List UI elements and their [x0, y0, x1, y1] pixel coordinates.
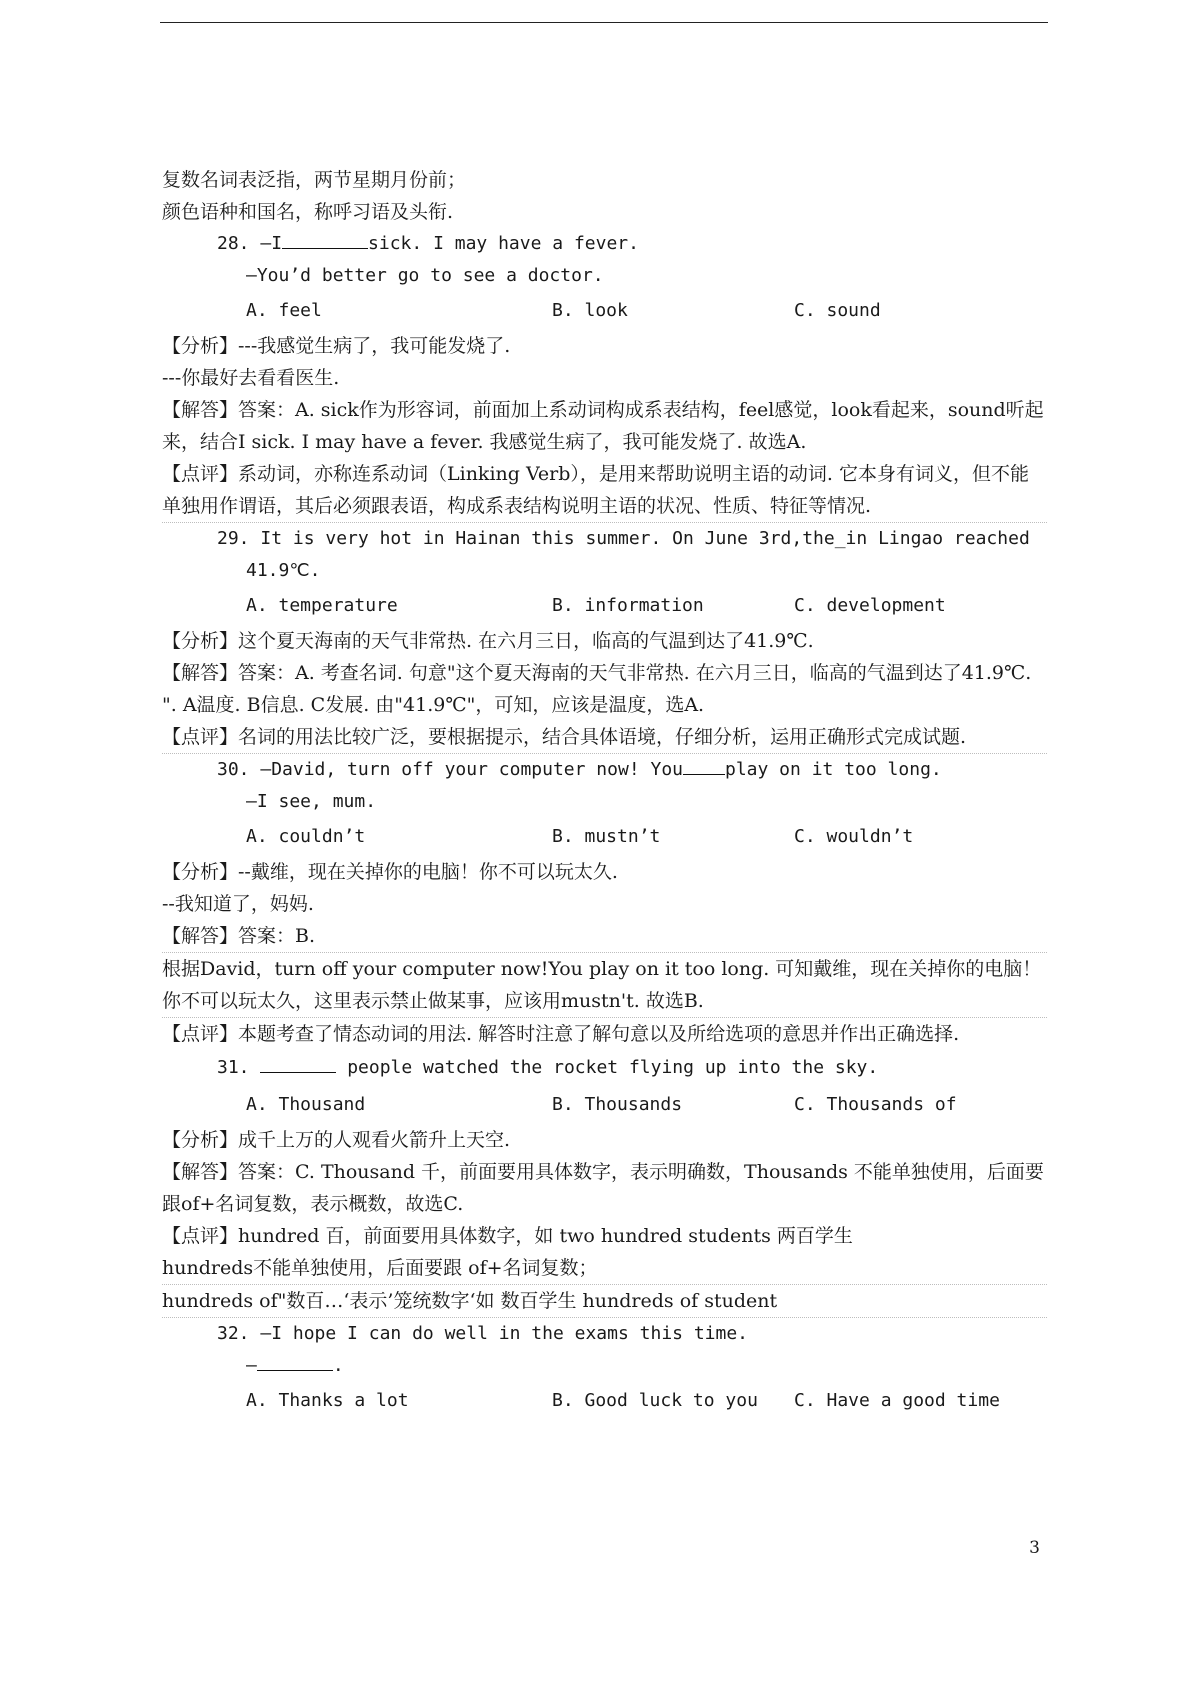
q30-answer: 根据David，turn off your computer now!You play on it too long. 可知戴维，现在关掉你的电脑！你不可以玩太久，这里表示禁止做某事，应该用mustn't. 故选B.	[162, 953, 1047, 1018]
answer-blank	[257, 1352, 333, 1371]
option-b: B. Good luck to you	[552, 1390, 758, 1411]
question-28-stem-2: —You’d better go to see a doctor.	[246, 265, 604, 286]
option-b: B. Thousands	[552, 1094, 683, 1115]
answer-blank	[260, 1054, 336, 1073]
intro-line: 颜色语种和国名，称呼习语及头衔.	[162, 201, 454, 223]
option-c: C. Have a good time	[794, 1390, 1000, 1411]
question-29-stem: 29. It is very hot in Hainan this summer. On June 3rd,the_in Lingao reached	[217, 528, 1030, 549]
q31-comment: 【点评】hundred 百，前面要用具体数字，如 two hundred students 两百学生	[162, 1225, 853, 1247]
question-30-stem: 30. —David, turn off your computer now! You play on it too long.	[162, 754, 1047, 786]
answer-blank	[683, 756, 725, 775]
q29-comment: 【点评】名词的用法比较广泛，要根据提示，结合具体语境，仔细分析，运用正确形式完成试题.	[162, 721, 1047, 754]
question-30-stem-2: —I see, mum.	[246, 791, 377, 812]
q31-analysis: 【分析】成千上万的人观看火箭升上天空.	[162, 1129, 511, 1151]
header-rule	[160, 22, 1048, 23]
question-number: 32.	[217, 1323, 250, 1344]
question-31-stem: 31. people watched the rocket flying up into the sky.	[162, 1050, 1047, 1086]
q30-analysis: --我知道了，妈妈.	[162, 893, 314, 915]
question-29-stem-2: 41.9℃.	[246, 560, 321, 581]
intro-line: 复数名词表泛指，两节星期月份前；	[162, 169, 467, 191]
q31-comment: hundreds of"数百…‘表示’笼统数字‘如 数百学生 hundreds of student	[162, 1285, 1047, 1318]
option-c: C. Thousands of	[794, 1094, 957, 1115]
option-a: A. temperature	[246, 595, 398, 616]
question-number: 31.	[217, 1057, 250, 1078]
q31-answer: 【解答】答案：C. Thousand 千，前面要用具体数字，表示明确数，Thousands 不能单独使用，后面要跟of+名词复数，表示概数，故选C.	[162, 1161, 1044, 1215]
option-b: B. mustn’t	[552, 826, 661, 847]
question-32-stem-2: — .	[162, 1350, 1047, 1382]
option-a: A. feel	[246, 300, 322, 321]
q28-analysis: ---你最好去看看医生.	[162, 367, 340, 389]
question-32-options	[162, 1382, 1047, 1420]
question-number: 29.	[217, 528, 250, 549]
question-28-stem: 28. —I sick. I may have a fever.	[162, 228, 1047, 260]
q29-answer: 【解答】答案：A. 考查名词. 句意"这个夏天海南的天气非常热. 在六月三日，临高的气温到达了41.9℃. ". A温度. B信息. C发展. 由"41.9℃"，可知，应该是温度，选A.	[162, 662, 1032, 716]
option-c: C. sound	[794, 300, 881, 321]
question-number: 28.	[217, 233, 250, 254]
option-c: C. wouldn’t	[794, 826, 914, 847]
q30-answer-head: 【解答】答案：B.	[162, 920, 1047, 953]
page-number: 3	[1029, 1538, 1040, 1558]
page-content	[162, 164, 1047, 1420]
question-number: 30.	[217, 759, 250, 780]
question-32-stem: 32. —I hope I can do well in the exams this time.	[217, 1323, 749, 1344]
question-28-options	[162, 292, 1047, 330]
question-31-options	[162, 1086, 1047, 1124]
q28-comment: 【点评】系动词，亦称连系动词（Linking Verb），是用来帮助说明主语的动词. 它本身有词义，但不能单独用作谓语，其后必须跟表语，构成系表结构说明主语的状况、性质、特征等情况.	[162, 458, 1047, 523]
option-c: C. development	[794, 595, 946, 616]
q28-answer: 【解答】答案：A. sick作为形容词，前面加上系动词构成系表结构，feel感觉，look看起来，sound听起来，结合I sick. I may have a fever. 我感觉生病了，我可能发烧了. 故选A.	[162, 399, 1044, 453]
answer-blank	[282, 230, 368, 249]
option-b: B. look	[552, 300, 628, 321]
q30-analysis: 【分析】--戴维，现在关掉你的电脑！你不可以玩太久.	[162, 861, 618, 883]
option-a: A. couldn’t	[246, 826, 366, 847]
q29-analysis: 【分析】这个夏天海南的天气非常热. 在六月三日，临高的气温到达了41.9℃.	[162, 630, 814, 652]
question-29-options	[162, 587, 1047, 625]
option-a: A. Thousand	[246, 1094, 366, 1115]
question-30-options	[162, 818, 1047, 856]
option-a: A. Thanks a lot	[246, 1390, 409, 1411]
q28-analysis: 【分析】---我感觉生病了，我可能发烧了.	[162, 335, 511, 357]
q30-comment: 【点评】本题考查了情态动词的用法. 解答时注意了解句意以及所给选项的意思并作出正确选择.	[162, 1023, 960, 1045]
option-b: B. information	[552, 595, 704, 616]
q31-comment: hundreds不能单独使用，后面要跟 of+名词复数；	[162, 1252, 1047, 1285]
